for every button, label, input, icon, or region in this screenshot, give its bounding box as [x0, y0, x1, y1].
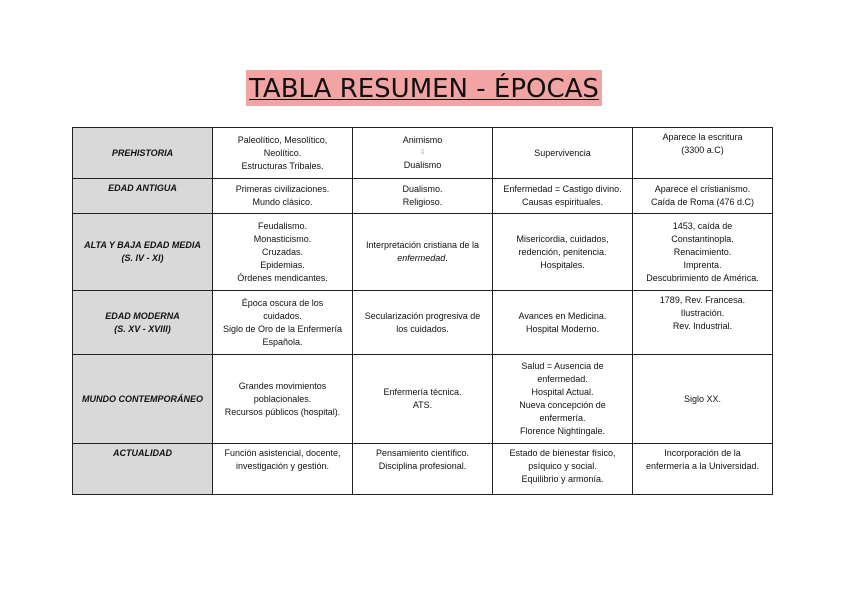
events-cell: Incorporación de la enfermería a la Universidad. [633, 444, 773, 495]
care-cell: Avances en Medicina. Hospital Moderno. [493, 291, 633, 355]
title-container [0, 70, 848, 106]
care-cell: Enfermedad = Castigo divino. Causas espirituales. [493, 179, 633, 214]
table-row-edad-antigua [73, 179, 773, 214]
table-row-prehistoria [73, 128, 773, 179]
society-cell: Primeras civilizaciones. Mundo clásico. [213, 179, 353, 214]
table-row-mundo-contemporaneo [73, 355, 773, 444]
thought-cell [353, 128, 493, 179]
page-title: TABLA RESUMEN - ÉPOCAS [246, 70, 602, 106]
society-cell: Feudalismo. Monasticismo. Cruzadas. Epidemias. Órdenes mendicantes. [213, 214, 353, 291]
care-cell: Misericordia, cuidados, redención, penitencia. Hospitales. [493, 214, 633, 291]
thought-top: Animismo [402, 135, 443, 145]
table-row-edad-media [73, 214, 773, 291]
era-cell: EDAD MODERNA (S. XV - XVIII) [73, 291, 213, 355]
table-row-edad-moderna [73, 291, 773, 355]
thought-emphasis: enfermedad [397, 253, 446, 263]
thought-cell: Secularización progresiva de los cuidados. [353, 291, 493, 355]
events-cell: 1789, Rev. Francesa. Ilustración. Rev. Industrial. [633, 291, 773, 355]
care-cell: Salud = Ausencia de enfermedad. Hospital Actual. Nueva concepción de enfermería. Florence Nightingale. [493, 355, 633, 444]
arrow-down-icon: ⇩ [419, 149, 426, 156]
era-cell: ALTA Y BAJA EDAD MEDIA (S. IV - XI) [73, 214, 213, 291]
society-cell: Época oscura de los cuidados. Siglo de Oro de la Enfermería Española. [213, 291, 353, 355]
thought-bottom: Dualismo [403, 160, 442, 170]
table-row-actualidad [73, 444, 773, 495]
events-cell: Aparece el cristianismo. Caída de Roma (476 d.C) [633, 179, 773, 214]
events-cell: 1453, caída de Constantinopla. Renacimiento. Imprenta. Descubrimiento de América. [633, 214, 773, 291]
thought-cell [353, 214, 493, 291]
society-cell: Paleolítico, Mesolítico, Neolítico. Estructuras Tribales. [213, 128, 353, 179]
thought-suffix: . [445, 253, 448, 263]
summary-table [72, 127, 773, 495]
thought-text: Interpretación cristiana de la [365, 240, 480, 250]
era-cell: PREHISTORIA [73, 128, 213, 179]
events-cell: Aparece la escritura (3300 a.C) [633, 128, 773, 179]
era-cell: MUNDO CONTEMPORÁNEO [73, 355, 213, 444]
society-cell: Función asistencial, docente, investigación y gestión. [213, 444, 353, 495]
events-cell: Siglo XX. [633, 355, 773, 444]
era-cell: EDAD ANTIGUA [73, 179, 213, 214]
care-cell: Supervivencia [493, 128, 633, 179]
era-cell: ACTUALIDAD [73, 444, 213, 495]
thought-cell: Dualismo. Religioso. [353, 179, 493, 214]
care-cell: Estado de bienestar físico, psíquico y social. Equilibrio y armonía. [493, 444, 633, 495]
thought-cell: Pensamiento científico. Disciplina profesional. [353, 444, 493, 495]
society-cell: Grandes movimientos poblacionales. Recursos públicos (hospital). [213, 355, 353, 444]
thought-cell: Enfermería técnica. ATS. [353, 355, 493, 444]
